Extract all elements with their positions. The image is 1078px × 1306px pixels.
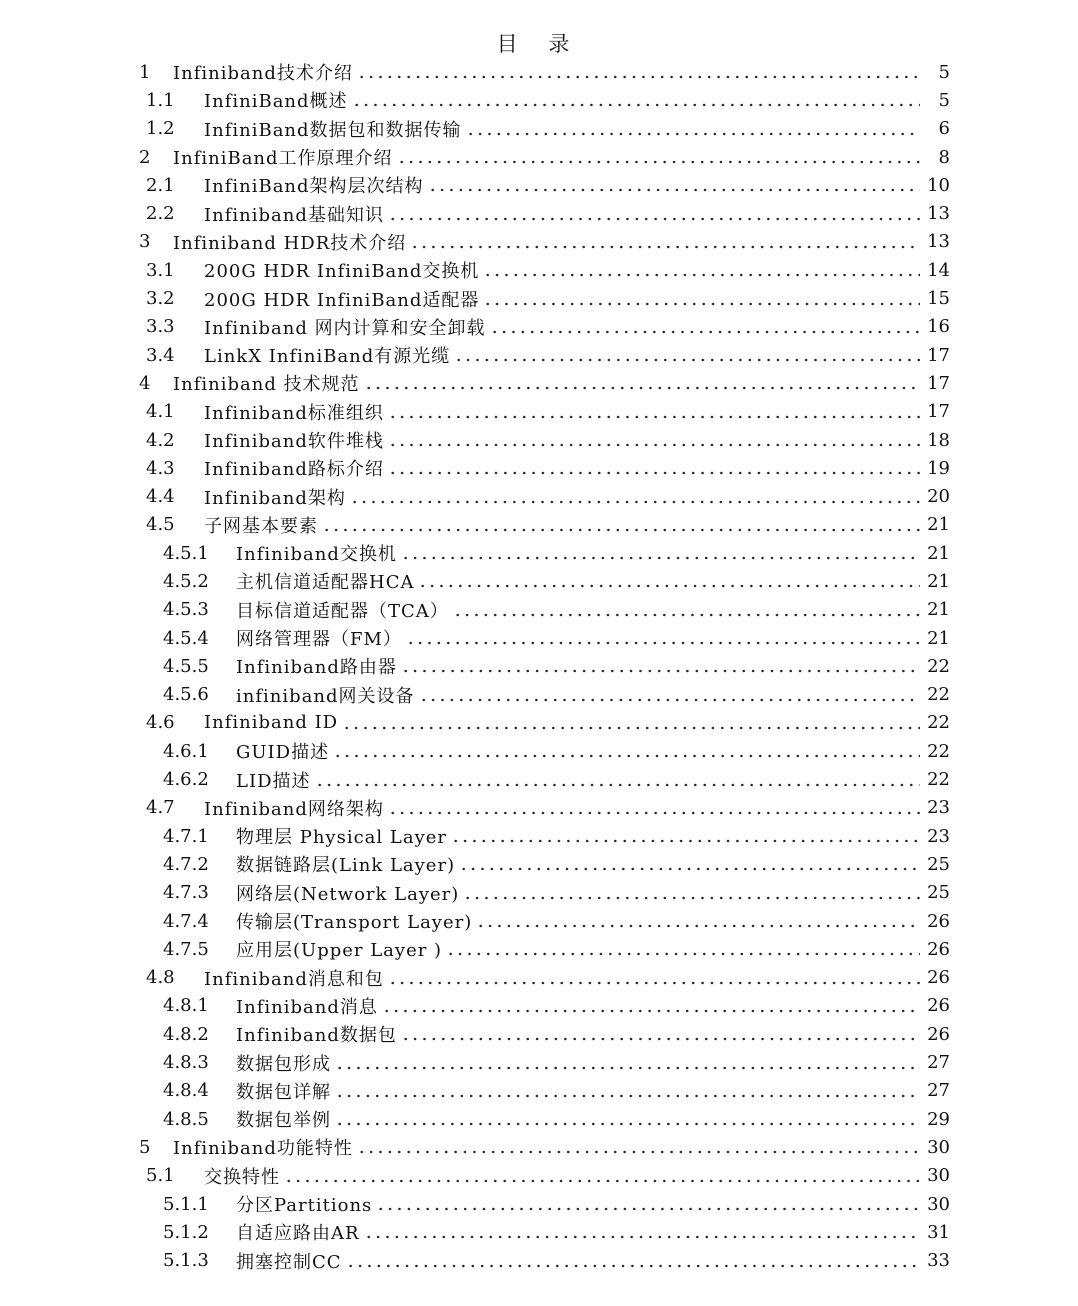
dot-leader — [453, 612, 920, 618]
toc-entry-title: InfiniBand工作原理介绍 — [173, 148, 393, 170]
toc-entry-title: 数据包形成 — [236, 1053, 331, 1075]
toc-entry-page-number: 21 — [927, 542, 950, 564]
toc-entry-page-number: 21 — [927, 514, 950, 536]
toc-entry-title: Infiniband消息 — [236, 996, 378, 1018]
toc-entry-title: 交换特性 — [204, 1166, 280, 1188]
toc-entry-title: Infiniband交换机 — [236, 544, 397, 566]
toc-entry-title: Infiniband标准组织 — [204, 402, 384, 424]
toc-entry-number: 2.1 — [146, 174, 175, 196]
toc-entry-page-number: 33 — [927, 1250, 950, 1272]
toc-entry-page-number: 5 — [938, 89, 950, 111]
toc-entry[interactable] — [0, 1077, 1078, 1105]
dot-leader — [388, 980, 920, 986]
toc-entry-number: 5.1.1 — [163, 1193, 209, 1215]
toc-entry-number: 4.8.3 — [163, 1052, 209, 1074]
toc-entry-title: 网络管理器（FM） — [236, 629, 402, 651]
toc-entry[interactable] — [0, 143, 1078, 171]
toc-entry-page-number: 16 — [927, 316, 950, 338]
toc-entry[interactable] — [0, 907, 1078, 935]
toc-entry-number: 4.2 — [146, 429, 175, 451]
toc-entry-page-number: 8 — [938, 146, 950, 168]
toc-entry-number: 5.1.2 — [163, 1221, 209, 1243]
toc-entry-title: Infiniband路由器 — [236, 657, 397, 679]
toc-entry[interactable] — [0, 1133, 1078, 1161]
toc-entry[interactable] — [0, 398, 1078, 426]
dot-leader — [364, 385, 920, 391]
toc-entry-number: 3.1 — [146, 259, 175, 281]
toc-entry-title: 网络层(Network Layer) — [236, 883, 460, 905]
toc-entry-number: 4.7.2 — [163, 853, 209, 875]
toc-entry-page-number: 25 — [927, 882, 950, 904]
toc-entry-number: 3 — [139, 231, 151, 253]
dot-leader — [346, 1263, 920, 1269]
toc-entry-page-number: 5 — [938, 61, 950, 83]
toc-entry[interactable] — [0, 850, 1078, 878]
toc-entry-page-number: 6 — [938, 118, 950, 140]
toc-entry-number: 4.6 — [146, 712, 175, 734]
toc-entry-title: 物理层 Physical Layer — [236, 827, 447, 849]
dot-leader — [284, 1178, 920, 1184]
toc-entry[interactable] — [0, 171, 1078, 199]
toc-entry-number: 2 — [139, 146, 151, 168]
toc-title: 目 录 — [496, 32, 582, 56]
dot-leader — [333, 753, 920, 759]
toc-entry-title: InfiniBand数据包和数据传输 — [204, 119, 462, 141]
toc-entry-title: 数据链路层(Link Layer) — [236, 855, 456, 877]
toc-entry[interactable] — [0, 567, 1078, 595]
toc-entry-number: 4.7.4 — [163, 910, 209, 932]
dot-leader — [466, 131, 920, 137]
toc-entry[interactable] — [0, 822, 1078, 850]
toc-entry-title: infiniband网关设备 — [236, 685, 415, 707]
dot-leader — [418, 583, 920, 589]
toc-entry-number: 5.1 — [146, 1165, 175, 1187]
dot-leader — [350, 499, 920, 505]
dot-leader — [388, 470, 920, 476]
dot-leader — [335, 1093, 920, 1099]
toc-entry-title: LinkX InfiniBand有源光缆 — [204, 346, 451, 368]
toc-entry-title: 数据包举例 — [236, 1110, 331, 1132]
toc-entry-page-number: 21 — [927, 627, 950, 649]
toc-entry-page-number: 10 — [927, 174, 950, 196]
toc-entry-page-number: 30 — [927, 1136, 950, 1158]
dot-leader — [388, 810, 920, 816]
toc-entry-title: Infiniband ID — [204, 712, 339, 734]
dot-leader — [315, 782, 921, 788]
toc-entry-title: Infiniband 技术规范 — [173, 374, 360, 396]
toc-entry[interactable] — [0, 737, 1078, 765]
dot-leader — [446, 951, 920, 957]
toc-entry[interactable] — [0, 992, 1078, 1020]
dot-leader — [388, 442, 920, 448]
toc-entry[interactable] — [0, 681, 1078, 709]
toc-entry-number: 4.7.3 — [163, 882, 209, 904]
dot-leader — [476, 923, 920, 929]
toc-entry-number: 1 — [139, 61, 151, 83]
toc-entry-page-number: 27 — [927, 1052, 950, 1074]
toc-entry-page-number: 30 — [927, 1193, 950, 1215]
toc-entry-number: 2.2 — [146, 203, 175, 225]
toc-entry[interactable] — [0, 596, 1078, 624]
toc-entry-number: 3.4 — [146, 344, 175, 366]
dot-leader — [364, 1234, 920, 1240]
dot-leader — [322, 527, 920, 533]
dot-leader — [388, 414, 920, 420]
toc-entry-title: 子网基本要素 — [204, 515, 318, 537]
toc-entry-number: 5.1.3 — [163, 1250, 209, 1272]
toc-entry-page-number: 21 — [927, 570, 950, 592]
toc-entry-title: InfiniBand架构层次结构 — [204, 176, 424, 198]
toc-entry-page-number: 17 — [927, 401, 950, 423]
toc-entry[interactable] — [0, 426, 1078, 454]
toc-entry-title: LID描述 — [236, 770, 311, 792]
toc-entry[interactable] — [0, 115, 1078, 143]
toc-entry-page-number: 17 — [927, 344, 950, 366]
toc-entry-title: Infiniband消息和包 — [204, 968, 384, 990]
toc-entry[interactable] — [0, 199, 1078, 227]
dot-leader — [357, 74, 920, 80]
toc-entry-title: Infiniband HDR技术介绍 — [173, 232, 407, 254]
toc-entry-number: 4.8.2 — [163, 1023, 209, 1045]
toc-entry-title: Infiniband功能特性 — [173, 1138, 353, 1160]
toc-entry-page-number: 26 — [927, 967, 950, 989]
dot-leader — [397, 159, 920, 165]
toc-entry[interactable] — [0, 58, 1078, 86]
toc-entry-page-number: 26 — [927, 910, 950, 932]
toc-entry-title: 200G HDR InfiniBand交换机 — [204, 261, 480, 283]
toc-entry[interactable] — [0, 369, 1078, 397]
dot-leader — [451, 838, 920, 844]
toc-entry-page-number: 25 — [927, 853, 950, 875]
toc-entry-number: 4.8.4 — [163, 1080, 209, 1102]
toc-entry-title: 分区Partitions — [236, 1195, 373, 1217]
toc-entry[interactable] — [0, 1105, 1078, 1133]
dot-leader — [428, 187, 920, 193]
toc-entry-number: 1.1 — [146, 89, 175, 111]
toc-entry-page-number: 22 — [927, 740, 950, 762]
toc-entry-number: 4 — [139, 372, 151, 394]
toc-entry-number: 4.1 — [146, 401, 175, 423]
toc-entry-number: 4.5.3 — [163, 599, 209, 621]
toc-entry-number: 4.7 — [146, 797, 175, 819]
dot-leader — [483, 272, 920, 278]
toc-entry[interactable] — [0, 86, 1078, 114]
dot-leader — [463, 895, 920, 901]
toc-entry[interactable] — [0, 228, 1078, 256]
toc-entry-title: InfiniBand概述 — [204, 91, 348, 113]
toc-entry[interactable] — [0, 1162, 1078, 1190]
toc-entry-title: Infiniband路标介绍 — [204, 459, 384, 481]
dot-leader — [490, 329, 920, 335]
toc-entry-title: Infiniband网络架构 — [204, 798, 384, 820]
toc-entry-title: 目标信道适配器（TCA） — [236, 600, 449, 622]
toc-entry-title: Infiniband架构 — [204, 487, 346, 509]
toc-entry[interactable] — [0, 652, 1078, 680]
toc-entry[interactable] — [0, 284, 1078, 312]
toc-entry-number: 4.7.1 — [163, 825, 209, 847]
toc-entry-number: 4.3 — [146, 457, 175, 479]
toc-entry[interactable] — [0, 539, 1078, 567]
toc-entry-title: Infiniband数据包 — [236, 1025, 397, 1047]
toc-entry[interactable] — [0, 624, 1078, 652]
dot-leader — [388, 216, 920, 222]
toc-entry-number: 4.5.6 — [163, 684, 209, 706]
toc-entry-page-number: 20 — [927, 486, 950, 508]
toc-entry-page-number: 14 — [927, 259, 950, 281]
dot-leader — [352, 102, 920, 108]
toc-entry-number: 3.2 — [146, 288, 175, 310]
toc-entry-title: Infiniband技术介绍 — [173, 63, 353, 85]
toc-entry-number: 4.6.1 — [163, 740, 209, 762]
toc-entry[interactable] — [0, 765, 1078, 793]
toc-entry[interactable] — [0, 935, 1078, 963]
dot-leader — [410, 244, 920, 250]
toc-list — [0, 58, 1078, 1275]
toc-entry-page-number: 31 — [927, 1221, 950, 1243]
toc-entry-page-number: 23 — [927, 797, 950, 819]
dot-leader — [483, 301, 920, 307]
toc-entry-page-number: 22 — [927, 712, 950, 734]
toc-entry-number: 4.4 — [146, 486, 175, 508]
toc-entry[interactable] — [0, 794, 1078, 822]
toc-entry[interactable] — [0, 482, 1078, 510]
toc-entry[interactable] — [0, 1048, 1078, 1076]
toc-entry-page-number: 29 — [927, 1108, 950, 1130]
toc-entry-page-number: 26 — [927, 1023, 950, 1045]
dot-leader — [401, 555, 920, 561]
toc-entry-page-number: 30 — [927, 1165, 950, 1187]
toc-entry-title: Infiniband软件堆栈 — [204, 431, 384, 452]
toc-entry-page-number: 26 — [927, 938, 950, 960]
toc-entry[interactable] — [0, 1020, 1078, 1048]
dot-leader — [401, 668, 920, 674]
toc-entry-page-number: 22 — [927, 684, 950, 706]
toc-entry-title: 自适应路由AR — [236, 1223, 360, 1245]
toc-entry-number: 4.8.5 — [163, 1108, 209, 1130]
toc-entry-title: Infiniband基础知识 — [204, 204, 384, 226]
toc-entry-page-number: 13 — [927, 203, 950, 225]
dot-leader — [419, 697, 921, 703]
toc-entry-page-number: 21 — [927, 599, 950, 621]
dot-leader — [335, 1121, 920, 1127]
dot-leader — [459, 866, 920, 872]
dot-leader — [376, 1206, 920, 1212]
toc-entry-number: 4.5.2 — [163, 570, 209, 592]
toc-entry-number: 4.7.5 — [163, 938, 209, 960]
toc-entry-page-number: 19 — [927, 457, 950, 479]
dot-leader — [406, 640, 920, 646]
toc-entry[interactable] — [0, 879, 1078, 907]
toc-entry[interactable] — [0, 341, 1078, 369]
toc-entry-number: 4.8 — [146, 967, 175, 989]
toc-entry[interactable] — [0, 1218, 1078, 1246]
dot-leader — [357, 1149, 920, 1155]
toc-entry-page-number: 17 — [927, 372, 950, 394]
toc-entry-number: 5 — [139, 1136, 151, 1158]
toc-entry-title: 传输层(Transport Layer) — [236, 912, 473, 934]
toc-entry-page-number: 15 — [927, 288, 950, 310]
toc-entry-title: Infiniband 网内计算和安全卸载 — [204, 317, 486, 339]
toc-entry-title: 主机信道适配器HCA — [236, 572, 415, 594]
toc-entry[interactable] — [0, 1246, 1078, 1274]
toc-entry[interactable] — [0, 1190, 1078, 1218]
dot-leader — [335, 1065, 920, 1071]
toc-entry-number: 4.6.2 — [163, 769, 209, 791]
toc-entry[interactable] — [0, 511, 1078, 539]
toc-entry[interactable] — [0, 964, 1078, 992]
toc-entry-number: 4.8.1 — [163, 995, 209, 1017]
toc-entry-number: 4.5.1 — [163, 542, 209, 564]
toc-entry-page-number: 13 — [927, 231, 950, 253]
dot-leader — [401, 1036, 920, 1042]
toc-entry-page-number: 22 — [927, 655, 950, 677]
toc-entry[interactable] — [0, 256, 1078, 284]
dot-leader — [342, 725, 920, 731]
toc-entry[interactable] — [0, 313, 1078, 341]
toc-entry-page-number: 26 — [927, 995, 950, 1017]
toc-entry-number: 3.3 — [146, 316, 175, 338]
toc-entry-number: 4.5.4 — [163, 627, 209, 649]
toc-entry-title: 拥塞控制CC — [236, 1251, 342, 1273]
toc-entry[interactable] — [0, 454, 1078, 482]
toc-entry-number: 4.5 — [146, 514, 175, 536]
toc-entry-page-number: 23 — [927, 825, 950, 847]
dot-leader — [382, 1008, 920, 1014]
toc-entry-number: 1.2 — [146, 118, 175, 140]
toc-entry[interactable] — [0, 709, 1078, 737]
toc-entry-number: 4.5.5 — [163, 655, 209, 677]
toc-entry-title: GUID描述 — [236, 742, 330, 764]
toc-entry-page-number: 22 — [927, 769, 950, 791]
dot-leader — [454, 357, 920, 363]
toc-entry-page-number: 27 — [927, 1080, 950, 1102]
toc-entry-title: 数据包详解 — [236, 1081, 331, 1103]
toc-entry-title: 应用层(Upper Layer ) — [236, 940, 443, 962]
toc-entry-title: 200G HDR InfiniBand适配器 — [204, 289, 480, 311]
toc-entry-page-number: 18 — [927, 429, 950, 451]
